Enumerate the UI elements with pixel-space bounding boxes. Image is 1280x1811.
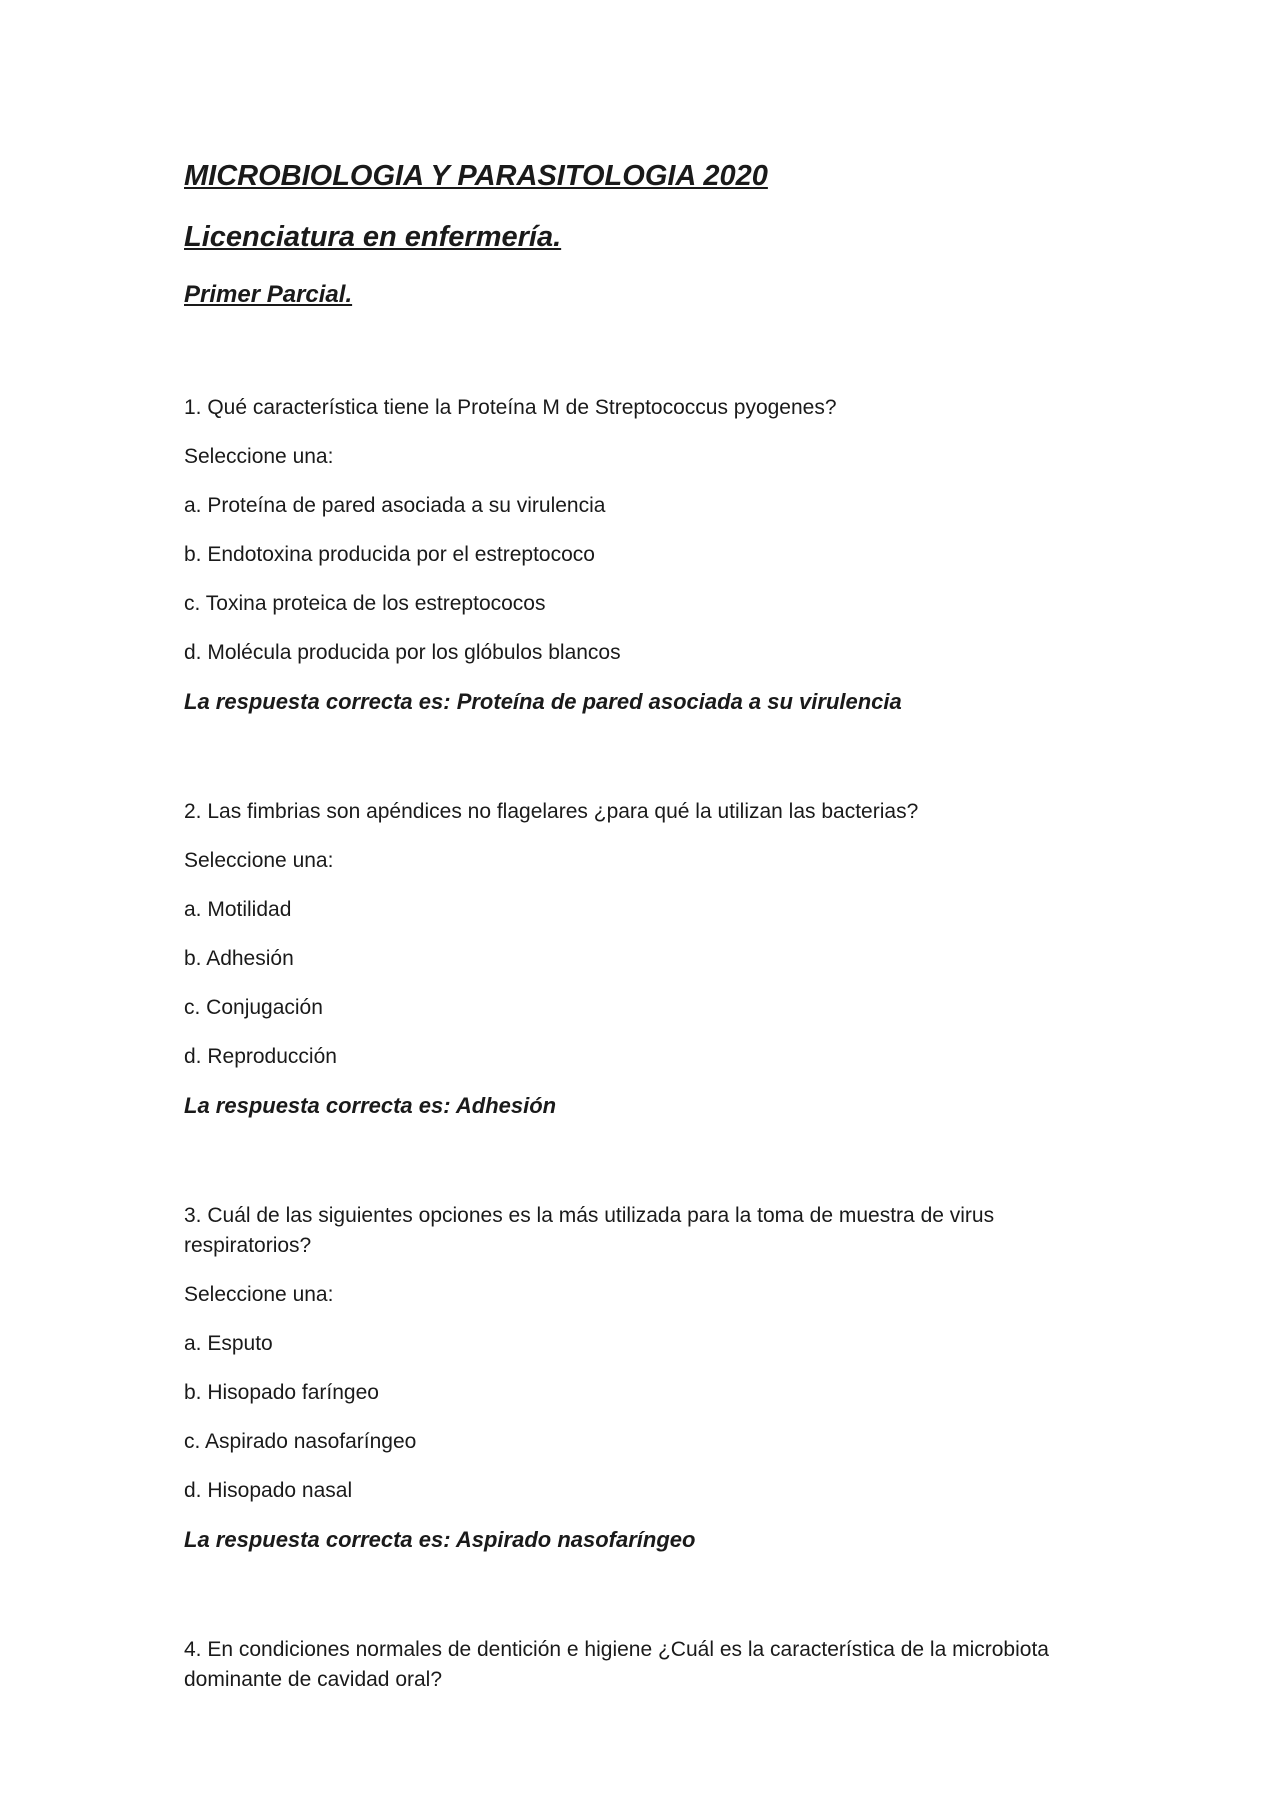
- question-instruction: Seleccione una:: [184, 849, 334, 872]
- option-c: c. Conjugación: [184, 996, 323, 1019]
- option-d: d. Molécula producida por los glóbulos blancos: [184, 641, 621, 664]
- question-text: 2. Las fimbrias son apéndices no flagelares ¿para qué la utilizan las bacterias?: [184, 800, 919, 823]
- option-c: c. Toxina proteica de los estreptococos: [184, 592, 546, 615]
- option-d: d. Reproducción: [184, 1045, 337, 1068]
- document-subtitle: Licenciatura en enfermería.: [184, 221, 562, 253]
- document-title: MICROBIOLOGIA Y PARASITOLOGIA 2020: [184, 160, 768, 192]
- option-d: d. Hisopado nasal: [184, 1479, 353, 1502]
- question-text: 3. Cuál de las siguientes opciones es la más utilizada para la toma de muestra de virus respiratorios?: [184, 1204, 995, 1257]
- option-a: a. Proteína de pared asociada a su virulencia: [184, 494, 606, 517]
- question-2: [184, 797, 1104, 1121]
- question-1: [184, 393, 1104, 717]
- option-a: a. Motilidad: [184, 898, 292, 921]
- question-4: [184, 1635, 1104, 1695]
- option-b: b. Adhesión: [184, 947, 294, 970]
- option-a: a. Esputo: [184, 1332, 273, 1355]
- correct-answer: La respuesta correcta es: Aspirado nasofaríngeo: [184, 1527, 696, 1552]
- option-c: c. Aspirado nasofaríngeo: [184, 1430, 417, 1453]
- option-b: b. Hisopado faríngeo: [184, 1381, 379, 1404]
- question-text: 1. Qué característica tiene la Proteína M de Streptococcus pyogenes?: [184, 396, 837, 419]
- question-text: 4. En condiciones normales de dentición e higiene ¿Cuál es la característica de la microbiota dominante de cavidad oral?: [184, 1638, 1049, 1691]
- question-instruction: Seleccione una:: [184, 445, 334, 468]
- correct-answer: La respuesta correcta es: Proteína de pared asociada a su virulencia: [184, 689, 902, 714]
- correct-answer: La respuesta correcta es: Adhesión: [184, 1093, 557, 1118]
- question-instruction: Seleccione una:: [184, 1283, 334, 1306]
- exam-title: Primer Parcial.: [184, 281, 353, 308]
- question-3: [184, 1201, 1104, 1555]
- document-body: [184, 156, 1104, 1714]
- option-b: b. Endotoxina producida por el estreptococo: [184, 543, 595, 566]
